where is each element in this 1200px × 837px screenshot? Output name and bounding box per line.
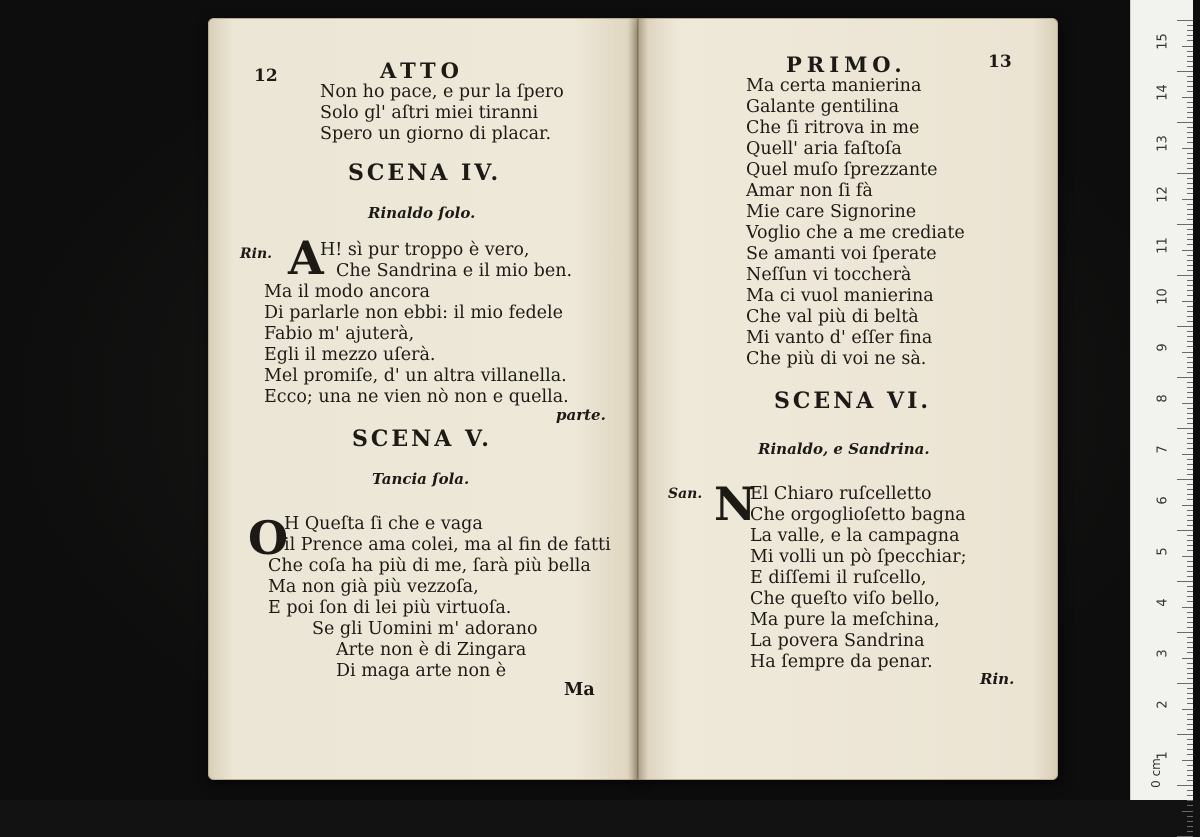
scene-heading: SCENA IV. <box>348 160 502 186</box>
ruler-tick <box>1187 601 1193 602</box>
ruler-tick <box>1187 586 1193 587</box>
ruler-tick <box>1187 193 1193 194</box>
ruler-tick <box>1177 326 1193 327</box>
verse-line: Mi vanto d' eſſer fina <box>746 328 933 348</box>
ruler-tick <box>1182 148 1193 149</box>
ruler-tick <box>1187 204 1193 205</box>
ruler-tick <box>1187 209 1193 210</box>
verse-line: Non ho pace, e pur la ſpero <box>320 82 564 102</box>
ruler-tick <box>1187 316 1193 317</box>
ruler-tick <box>1182 250 1193 251</box>
ruler-tick <box>1182 352 1193 353</box>
ruler-tick <box>1187 448 1193 449</box>
verse-line: Ecco; una ne vien nò non e quella. <box>264 387 569 407</box>
ruler-tick <box>1187 40 1193 41</box>
ruler-tick <box>1187 540 1193 541</box>
ruler-tick <box>1187 724 1193 725</box>
ruler-tick <box>1187 86 1193 87</box>
ruler-tick <box>1187 30 1193 31</box>
ruler-tick <box>1187 35 1193 36</box>
ruler-tick <box>1187 652 1193 653</box>
ruler-tick <box>1187 520 1193 521</box>
ruler-tick <box>1187 484 1193 485</box>
ruler-tick <box>1182 709 1193 710</box>
ruler-label: 7 <box>1155 445 1171 454</box>
ruler-tick <box>1187 800 1193 801</box>
ruler-tick <box>1187 61 1193 62</box>
verse-line: Arte non è di Zingara <box>336 640 527 660</box>
ruler-tick <box>1187 168 1193 169</box>
ruler-tick <box>1187 464 1193 465</box>
verse-line: H Queſta ſi che e vaga <box>284 514 483 534</box>
ruler-label: 1 <box>1155 751 1171 760</box>
stage-direction: Rinaldo ſolo. <box>368 204 476 222</box>
ruler-tick <box>1187 474 1193 475</box>
ruler-label: 10 <box>1155 288 1171 305</box>
running-head-right: PRIMO. <box>786 52 907 77</box>
verse-line: Che Sandrina e il mio ben. <box>336 261 573 281</box>
catchword: Ma <box>564 680 595 700</box>
ruler-tick <box>1187 183 1193 184</box>
drop-cap: N <box>714 477 757 531</box>
ruler-tick <box>1187 642 1193 643</box>
ruler-tick <box>1187 596 1193 597</box>
ruler-tick <box>1187 418 1193 419</box>
ruler-tick <box>1187 790 1193 791</box>
ruler-tick <box>1187 795 1193 796</box>
ruler-tick <box>1187 260 1193 261</box>
ruler-label: 2 <box>1155 700 1171 709</box>
ruler-tick <box>1187 459 1193 460</box>
verse-line: Che queſto viſo bello, <box>750 589 940 609</box>
ruler-tick <box>1187 331 1193 332</box>
ruler-tick <box>1187 214 1193 215</box>
verse-line: Ma ci vuol manierina <box>746 286 934 306</box>
ruler-tick <box>1187 688 1193 689</box>
ruler-tick <box>1182 760 1193 761</box>
ruler-tick <box>1187 612 1193 613</box>
ruler-tick <box>1187 622 1193 623</box>
ruler-tick <box>1187 81 1193 82</box>
ruler-tick <box>1187 494 1193 495</box>
ruler-tick <box>1187 703 1193 704</box>
verse-line: Amar non ſi fà <box>746 181 873 201</box>
ruler-label: 12 <box>1155 186 1171 203</box>
ruler-tick <box>1187 780 1193 781</box>
ruler-tick <box>1187 142 1193 143</box>
ruler-tick <box>1187 112 1193 113</box>
ruler-tick <box>1187 775 1193 776</box>
verse-line: E poi ſon di lei più virtuoſa. <box>268 598 512 618</box>
verse-line: Che più di voi ne sà. <box>746 349 927 369</box>
ruler-tick <box>1182 505 1193 506</box>
ruler-tick <box>1187 295 1193 296</box>
ruler-tick <box>1187 413 1193 414</box>
ruler-tick <box>1182 97 1193 98</box>
ruler-tick <box>1187 754 1193 755</box>
ruler-tick <box>1187 188 1193 189</box>
ruler-tick <box>1187 91 1193 92</box>
verse-line: Voglio che a me crediate <box>746 223 965 243</box>
ruler-tick <box>1177 224 1193 225</box>
ruler-tick <box>1187 408 1193 409</box>
ruler-tick <box>1177 632 1193 633</box>
ruler-label: 5 <box>1155 547 1171 556</box>
ruler-tick <box>1187 102 1193 103</box>
ruler-tick <box>1177 428 1193 429</box>
ruler-label: 6 <box>1155 496 1171 505</box>
verse-line: Neſſun vi toccherà <box>746 265 912 285</box>
ruler-tick <box>1187 617 1193 618</box>
ruler-tick <box>1177 734 1193 735</box>
exit-direction: parte. <box>556 406 606 424</box>
ruler-tick <box>1177 479 1193 480</box>
ruler-tick <box>1187 729 1193 730</box>
ruler-tick <box>1187 714 1193 715</box>
ruler-tick <box>1182 556 1193 557</box>
verse-line: E diſſemi il ruſcello, <box>750 568 927 588</box>
open-book <box>208 18 1058 780</box>
ruler-tick <box>1187 749 1193 750</box>
verse-line: Ma certa manierina <box>746 76 922 96</box>
ruler-tick <box>1182 301 1193 302</box>
ruler-tick <box>1187 397 1193 398</box>
ruler-tick <box>1187 627 1193 628</box>
ruler-label: 15 <box>1155 33 1171 50</box>
ruler-tick <box>1187 438 1193 439</box>
ruler-label: 4 <box>1155 598 1171 607</box>
ruler-tick <box>1187 673 1193 674</box>
ruler-tick <box>1187 265 1193 266</box>
verse-line: Che ſi ritrova in me <box>746 118 920 138</box>
ruler-tick <box>1187 357 1193 358</box>
ruler-tick <box>1187 255 1193 256</box>
ruler-tick <box>1187 816 1193 817</box>
ruler-tick <box>1187 693 1193 694</box>
ruler-tick <box>1187 25 1193 26</box>
ruler-tick <box>1187 770 1193 771</box>
ruler-tick <box>1187 239 1193 240</box>
ruler-tick <box>1177 683 1193 684</box>
speaker-label: San. <box>668 486 703 502</box>
catchword: Rin. <box>980 670 1015 688</box>
ruler-tick <box>1187 545 1193 546</box>
ruler-tick <box>1187 698 1193 699</box>
ruler-tick <box>1182 811 1193 812</box>
verse-line: Di parlarle non ebbi: il mio fedele <box>264 303 563 323</box>
ruler-tick <box>1187 280 1193 281</box>
ruler-tick <box>1187 525 1193 526</box>
ruler-label: 13 <box>1155 135 1171 152</box>
ruler-tick <box>1187 117 1193 118</box>
ruler-label: 3 <box>1155 649 1171 658</box>
ruler-tick <box>1187 550 1193 551</box>
ruler-tick <box>1187 515 1193 516</box>
verse-line: Spero un giorno di placar. <box>320 124 552 144</box>
ruler-tick <box>1187 127 1193 128</box>
verse-line: Ha ſempre da penar. <box>750 652 933 672</box>
ruler-tick <box>1177 581 1193 582</box>
ruler-tick <box>1187 51 1193 52</box>
ruler-tick <box>1187 229 1193 230</box>
ruler-tick <box>1187 535 1193 536</box>
ruler-tick <box>1187 821 1193 822</box>
ruler-tick <box>1187 285 1193 286</box>
ruler-tick <box>1187 637 1193 638</box>
ruler-tick <box>1177 71 1193 72</box>
verse-line: Se amanti voi ſperate <box>746 244 937 264</box>
ruler-tick <box>1187 270 1193 271</box>
verse-line: Che coſa ha più di me, ſarà più bella <box>268 556 591 576</box>
ruler-tick <box>1187 163 1193 164</box>
ruler-tick <box>1187 244 1193 245</box>
ruler-tick <box>1187 56 1193 57</box>
verse-line: Mi volli un pò ſpecchiar; <box>750 547 967 567</box>
verse-line: Mel promiſe, d' un altra villanella. <box>264 366 567 386</box>
ruler-tick <box>1187 443 1193 444</box>
ruler-tick <box>1187 510 1193 511</box>
verse-line: Ma non già più vezzoſa, <box>268 577 479 597</box>
verse-line: Che val più di beltà <box>746 307 919 327</box>
ruler-tick <box>1187 744 1193 745</box>
ruler-tick <box>1187 290 1193 291</box>
ruler-tick <box>1187 341 1193 342</box>
verse-line: Solo gl' aſtri miei tiranni <box>320 103 539 123</box>
ruler-tick <box>1182 454 1193 455</box>
ruler-label: 9 <box>1155 343 1171 352</box>
ruler-tick <box>1187 571 1193 572</box>
ruler-tick <box>1187 234 1193 235</box>
running-head-left: ATTO <box>380 58 464 83</box>
ruler-tick <box>1187 336 1193 337</box>
ruler-tick <box>1187 153 1193 154</box>
ruler-unit: 0 cm <box>1148 758 1163 788</box>
ruler-tick <box>1177 785 1193 786</box>
ruler-tick <box>1187 831 1193 832</box>
ruler-label: 14 <box>1155 84 1171 101</box>
ruler-tick <box>1187 423 1193 424</box>
ruler-label: 11 <box>1155 237 1171 254</box>
ruler-tick <box>1187 158 1193 159</box>
ruler-tick <box>1177 122 1193 123</box>
ruler-tick <box>1182 658 1193 659</box>
verse-line: El Chiaro ruſcelletto <box>750 484 932 504</box>
ruler-tick <box>1187 392 1193 393</box>
verse-line: Che orgoglioſetto bagna <box>750 505 966 525</box>
verse-line: Se gli Uomini m' adorano <box>312 619 538 639</box>
ruler-tick <box>1187 678 1193 679</box>
ruler-tick <box>1187 668 1193 669</box>
verse-line: Mie care Signorine <box>746 202 917 222</box>
ruler-tick <box>1187 387 1193 388</box>
ruler-tick <box>1187 321 1193 322</box>
ruler-tick <box>1187 367 1193 368</box>
ruler-tick <box>1187 591 1193 592</box>
verse-line: il Prence ama colei, ma al fin de fatti <box>284 535 611 555</box>
drop-cap: O <box>248 511 289 565</box>
ruler-tick <box>1187 219 1193 220</box>
ruler-tick <box>1177 173 1193 174</box>
ruler-tick <box>1187 805 1193 806</box>
ruler-tick <box>1177 275 1193 276</box>
verse-line: Di maga arte non è <box>336 661 507 681</box>
verse-line: Ma il modo ancora <box>264 282 430 302</box>
verse-line: Ma pure la meſchina, <box>750 610 940 630</box>
verse-line: Galante gentilina <box>746 97 900 117</box>
ruler-tick <box>1187 826 1193 827</box>
drop-cap: A <box>288 231 324 285</box>
ruler-tick <box>1187 132 1193 133</box>
ruler-tick <box>1182 607 1193 608</box>
verse-line: La povera Sandrina <box>750 631 925 651</box>
ruler-tick <box>1187 489 1193 490</box>
ruler-tick <box>1182 199 1193 200</box>
speaker-label: Rin. <box>240 246 273 262</box>
ruler-label: 8 <box>1155 394 1171 403</box>
ruler-tick <box>1187 306 1193 307</box>
scene-heading: SCENA VI. <box>774 388 932 414</box>
ruler-tick <box>1187 382 1193 383</box>
ruler-tick <box>1187 178 1193 179</box>
stage-direction: Rinaldo, e Sandrina. <box>758 440 930 458</box>
right-page <box>638 18 1058 780</box>
ruler-tick <box>1187 765 1193 766</box>
ruler-tick <box>1187 372 1193 373</box>
ruler-tick <box>1187 107 1193 108</box>
ruler-tick <box>1187 66 1193 67</box>
verse-line: Quel muſo ſprezzante <box>746 160 938 180</box>
ruler-tick <box>1187 566 1193 567</box>
ruler-tick <box>1187 719 1193 720</box>
ruler-tick <box>1187 346 1193 347</box>
ruler-tick <box>1187 576 1193 577</box>
ruler-tick <box>1187 647 1193 648</box>
verse-line: Fabio m' ajuterà, <box>264 324 415 344</box>
verse-line: La valle, e la campagna <box>750 526 960 546</box>
ruler-tick <box>1177 530 1193 531</box>
book-gutter <box>628 18 648 780</box>
ruler-tick <box>1187 469 1193 470</box>
scene-heading: SCENA V. <box>352 426 492 452</box>
verse-line: H! sì pur troppo è vero, <box>320 240 530 260</box>
page-number-right: 13 <box>988 52 1012 72</box>
ruler-tick <box>1187 76 1193 77</box>
ruler-tick <box>1187 137 1193 138</box>
ruler-tick <box>1182 403 1193 404</box>
ruler-tick <box>1187 561 1193 562</box>
measurement-ruler <box>1130 0 1193 800</box>
ruler-tick <box>1187 362 1193 363</box>
ruler-tick <box>1177 377 1193 378</box>
ruler-tick <box>1187 663 1193 664</box>
stage-direction: Tancia ſola. <box>372 470 470 488</box>
ruler-tick <box>1182 46 1193 47</box>
ruler-tick <box>1187 433 1193 434</box>
ruler-tick <box>1187 311 1193 312</box>
left-page <box>208 18 638 780</box>
page-number-left: 12 <box>254 66 278 86</box>
verse-line: Quell' aria faſtoſa <box>746 139 902 159</box>
ruler-tick <box>1187 499 1193 500</box>
ruler-tick <box>1177 20 1193 21</box>
verse-line: Egli il mezzo uſerà. <box>264 345 436 365</box>
ruler-tick <box>1187 739 1193 740</box>
